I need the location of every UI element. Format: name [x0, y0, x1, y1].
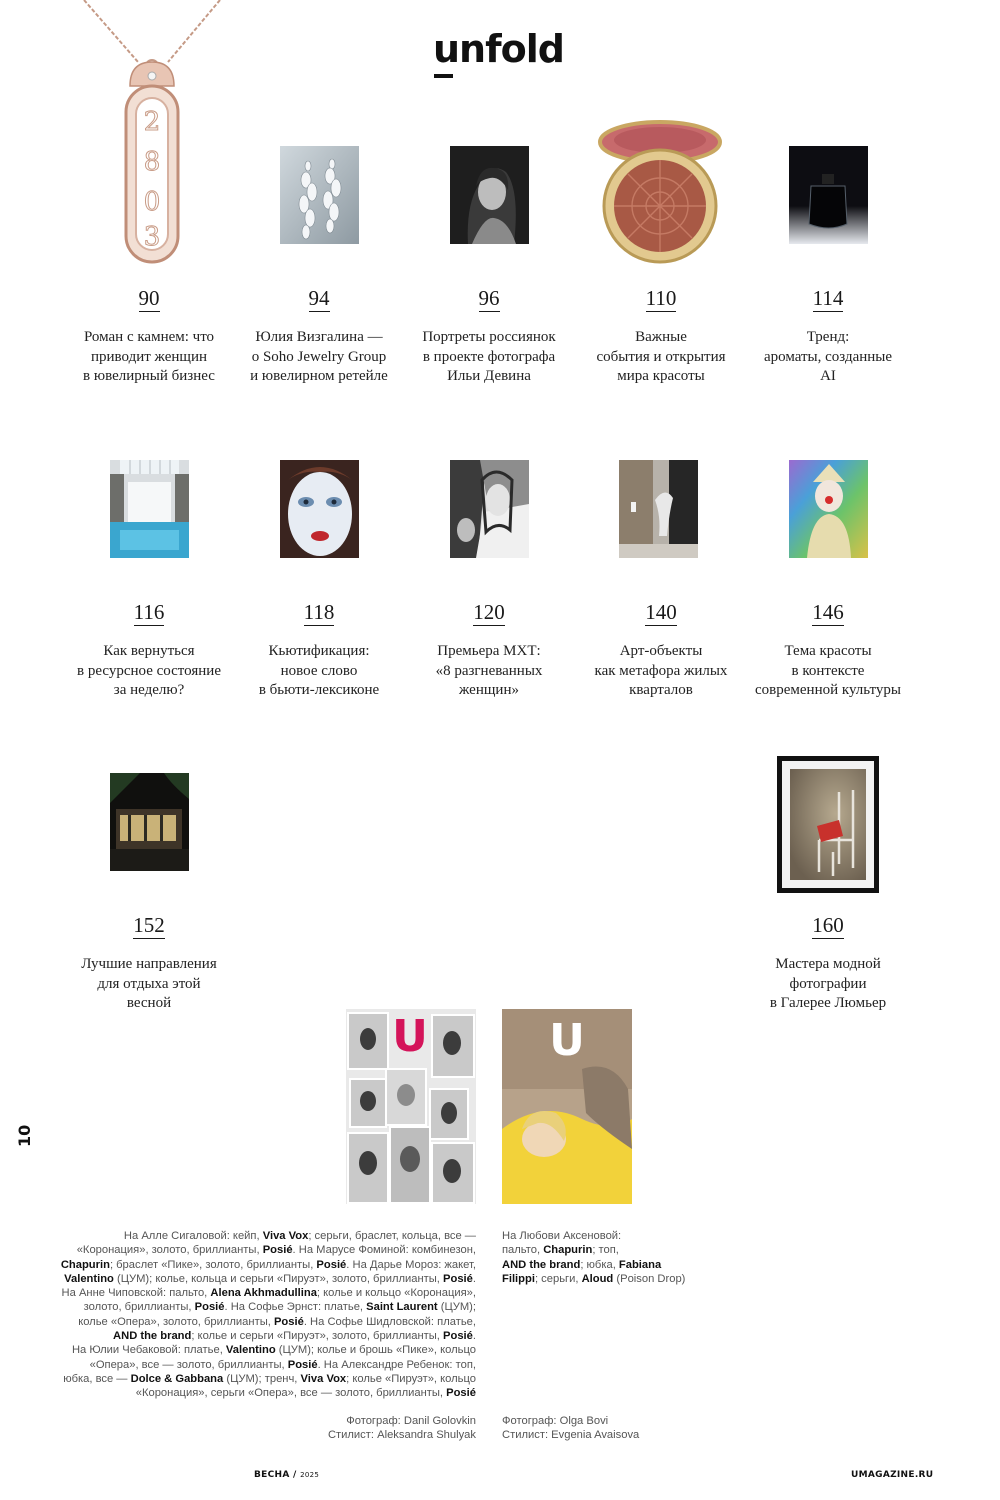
earrings-thumbnail[interactable] [280, 146, 359, 244]
clown-thumbnail[interactable] [789, 460, 868, 558]
entry-caption: Портреты россиянок в проекте фотографа Ильи Девина [422, 329, 556, 384]
photo-credit-right: Фотограф: Olga Bovi Стилист: Evgenia Avaisova [502, 1415, 640, 1442]
entry-caption: Роман с камнем: что приводит женщин в ювелирный бизнес [83, 329, 215, 384]
page-number: 152 [133, 913, 165, 937]
credit-line: золото, бриллианты, Posié. На Софье Эрнст: платье, Saint Laurent (ЦУМ); [83, 1301, 476, 1314]
entry-caption: Мастера модной фотографии в Галерее Люмьер [769, 956, 887, 1011]
logo-text: unfold [433, 27, 564, 71]
credit-line: «Опера», все — золото, бриллианты, Posié. На Александре Ребенок: топ, [89, 1358, 476, 1371]
credit-line: «Коронация», серьги «Опера», все — золото, бриллианты, Posié [135, 1387, 476, 1400]
credit-line: Filippi; серьги, Aloud (Poison Drop) [502, 1272, 686, 1285]
magazine-logo [433, 27, 564, 86]
credit-line: пальто, Chapurin; топ, [502, 1244, 619, 1257]
page-number: 110 [645, 286, 677, 310]
cover-letter: U [549, 1015, 585, 1066]
framed-photo-thumbnail[interactable] [777, 756, 879, 893]
photo-credit-left: Фотограф: Danil Golovkin Стилист: Aleksandra Shulyak [327, 1415, 476, 1442]
blush-compact-thumbnail[interactable] [598, 114, 724, 266]
svg-text:8: 8 [143, 147, 161, 177]
pendant-thumbnail[interactable] [70, 0, 230, 270]
page-number: 118 [303, 600, 335, 624]
theatre-collage-thumbnail[interactable] [450, 460, 529, 558]
art-object-thumbnail[interactable] [619, 460, 698, 558]
entry-caption: Лучшие направления для отдыха этой весной [81, 956, 217, 1011]
credits-right [502, 1229, 732, 1286]
credit-line: Chapurin; браслет «Пике», золото, бриллианты, Posié. На Дарье Мороз: жакет, [60, 1258, 476, 1271]
credits-left [60, 1229, 476, 1401]
svg-text:0: 0 [143, 187, 161, 217]
credit-line: AND the brand; колье и серьги «Пируэт», золото, бриллианты, Posié. [113, 1330, 476, 1343]
entry-caption: Как вернуться в ресурсное состояние за неделю? [77, 643, 221, 698]
logo-underline [434, 74, 453, 78]
credit-line: Valentino (ЦУМ); колье, кольца и серьги «Пируэт», золото, бриллианты, Posié. [64, 1272, 476, 1285]
page-number: 146 [812, 600, 844, 624]
issue-footer: ВЕСНА / 2025 [254, 1470, 320, 1480]
cover-left-thumbnail[interactable] [346, 1009, 476, 1204]
page-number: 140 [645, 600, 677, 624]
entry-caption: Премьера МХТ: «8 разгневанных женщин» [435, 643, 543, 698]
credit-line: На Алле Сигаловой: кейп, Viva Vox; серьги, браслет, кольца, все — [123, 1230, 476, 1242]
page-number: 114 [812, 286, 844, 310]
beauty-face-thumbnail[interactable] [280, 460, 359, 558]
pool-thumbnail[interactable] [110, 460, 189, 558]
credit-line: На Любови Аксеновой: [502, 1230, 622, 1242]
credit-line: На Анне Чиповской: пальто, Alena Akhmadullina; колье и кольцо «Коронация», [61, 1287, 476, 1300]
entry-caption: Тема красоты в контексте современной культуры [755, 643, 901, 698]
entry-caption: Важные события и открытия мира красоты [596, 329, 726, 384]
page-number: 94 [308, 286, 330, 310]
portrait-thumbnail[interactable] [450, 146, 529, 244]
entry-caption: Юлия Визгалина — о Soho Jewelry Group и ювелирном ретейле [250, 329, 388, 384]
page-number: 120 [473, 600, 505, 624]
cover-letter: U [392, 1011, 428, 1062]
svg-text:3: 3 [143, 222, 161, 252]
page-number: 96 [478, 286, 500, 310]
credit-line: колье «Опера», золото, бриллианты, Posié. На Софье Шидловской: платье, [78, 1315, 476, 1328]
credit-line: «Коронация», золото, бриллианты, Posié. На Марусе Фоминой: комбинезон, [76, 1244, 476, 1257]
entry-caption: Кьютификация: новое слово в бьюти-лексиконе [258, 643, 380, 698]
credit-line: AND the brand; юбка, Fabiana [502, 1258, 662, 1271]
page-number: 116 [133, 600, 165, 624]
page-folio: 10 [15, 1124, 34, 1147]
page-number: 160 [812, 913, 844, 937]
svg-text:2: 2 [143, 107, 161, 137]
site-footer[interactable]: UMAGAZINE.RU [851, 1470, 934, 1480]
credit-line: На Юлии Чебаковой: платье, Valentino (ЦУМ); колье и брошь «Пике», кольцо [71, 1344, 476, 1357]
night-street-thumbnail[interactable] [110, 773, 189, 871]
credit-line: юбка, все — Dolce & Gabbana (ЦУМ); тренч, Viva Vox; колье «Пируэт», кольцо [63, 1372, 476, 1385]
cover-right-thumbnail[interactable] [502, 1009, 632, 1204]
perfume-thumbnail[interactable] [789, 146, 868, 244]
entry-caption: Арт-объекты как метафора жилых кварталов [594, 643, 728, 698]
entry-caption: Тренд: ароматы, созданные AI [763, 329, 893, 384]
page-number: 90 [138, 286, 160, 310]
